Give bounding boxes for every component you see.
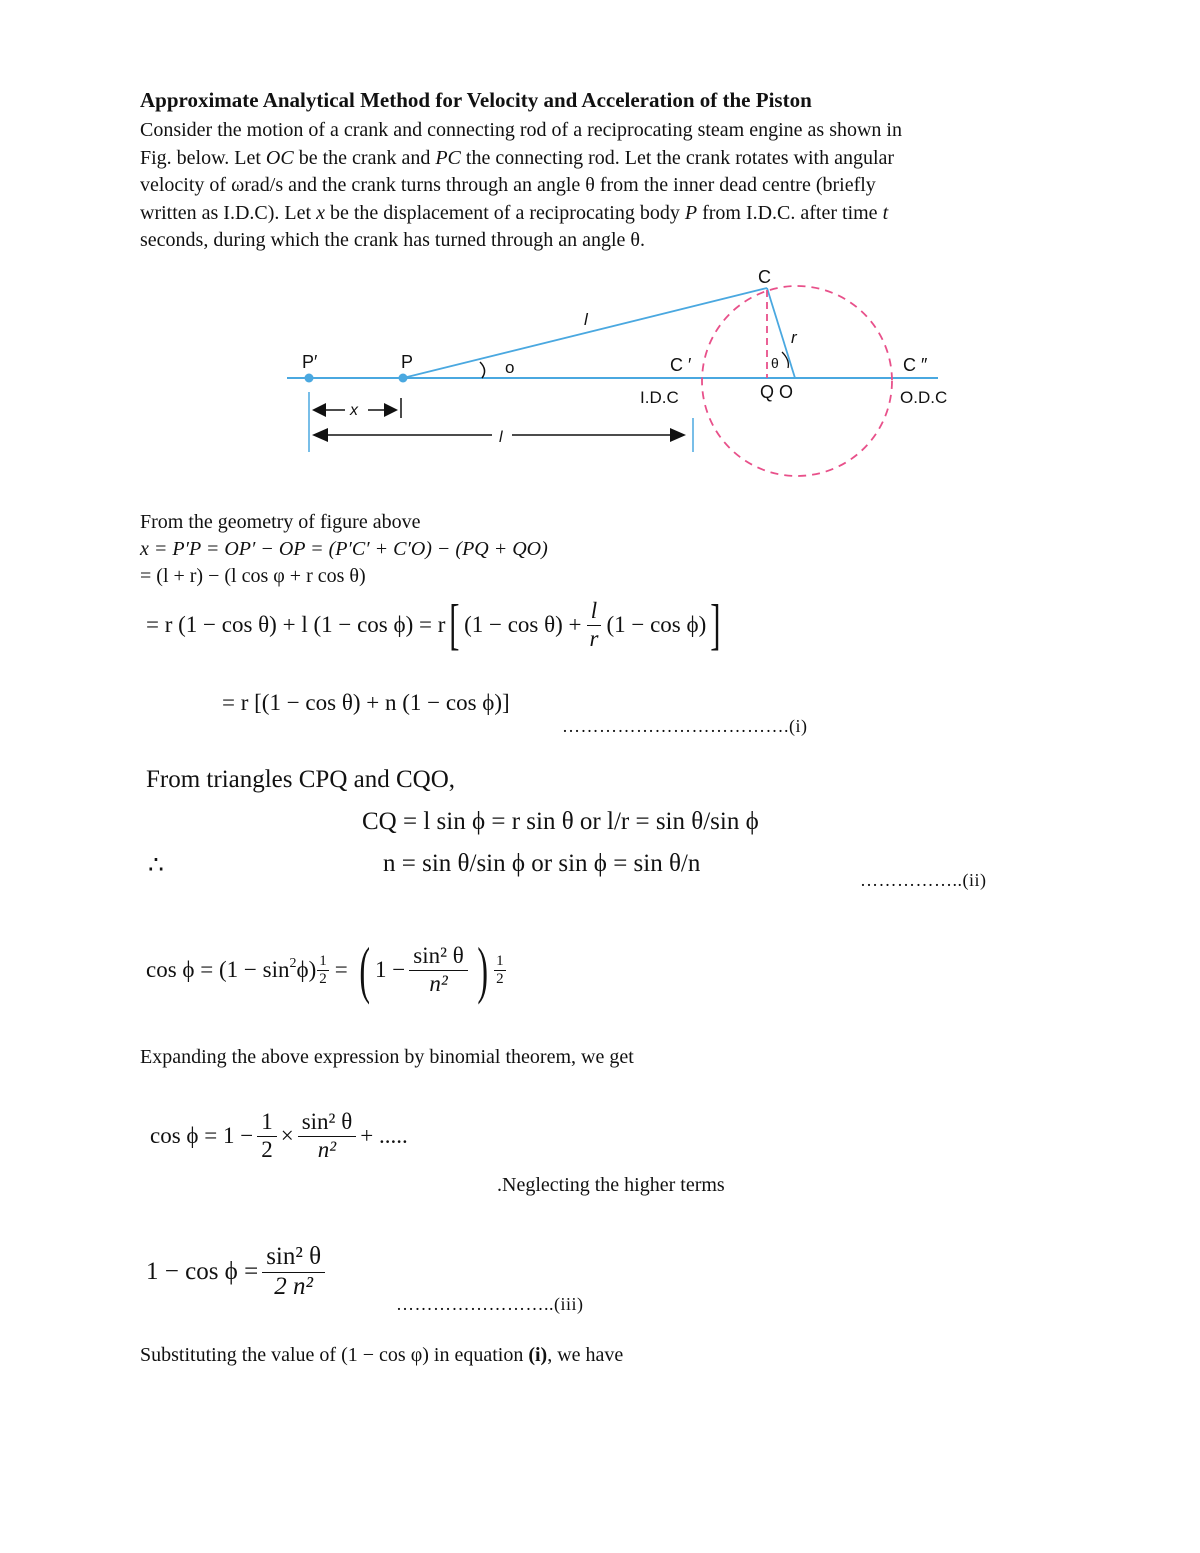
label-c-double-prime: C ″	[903, 355, 928, 375]
label-c-prime: C ′	[670, 355, 692, 375]
label-p-prime: P′	[302, 352, 318, 372]
right-bracket: ]	[710, 594, 721, 656]
phi-arc	[480, 362, 485, 378]
equation-x: x = P′P = OP′ − OP = (P′C′ + C′O) − (PQ + QO)	[140, 538, 548, 560]
sin2-over-n2-fraction: $\frac{\text{sin² θ}}{\text{n²}}$	[409, 943, 468, 997]
equation-tag-i: ……………………………….(i)	[562, 716, 808, 736]
label-odc: O.D.C	[900, 388, 948, 407]
neglecting-text: .Neglecting the higher terms	[497, 1174, 725, 1196]
equation-binomial: cos ϕ = 1 − $\frac{1}{2}$ × $\frac{\text{sin² θ}}{\text{n²}}$ + .....	[150, 1109, 408, 1162]
label-theta: θ	[771, 355, 779, 371]
l-dim-arrow-left	[312, 428, 328, 442]
p-prime-dot	[305, 374, 314, 383]
label-r: r	[791, 328, 797, 347]
equation-cos-phi: cos ϕ = (1 − sin $^2$ ϕ) $\frac{1}{2}$ = ( 1 − $\frac{\text{sin² θ}}{\text{n²}}$ ) $\frac{1}{2}$	[146, 934, 504, 1005]
from-triangles-text: From triangles CPQ and CQO,	[146, 766, 456, 793]
equation-cq: CQ = l sin ϕ = r sin θ or l/r = sin θ/sin ϕ	[362, 808, 759, 835]
x-dim-arrow-right	[384, 403, 398, 417]
label-l-rod: l	[584, 310, 588, 329]
label-q-o: Q O	[760, 382, 794, 402]
equation-one-minus-cos: 1 − cos ϕ = $\frac{\text{sin² θ}}{\text{2 n²}}$	[146, 1232, 329, 1312]
section-title: Approximate Analytical Method for Velocity and Acceleration of the Piston	[140, 88, 812, 112]
half-exponent-1: $\frac{1}{2}$	[319, 953, 327, 987]
intro-line-1: Consider the motion of a crank and connecting rod of a reciprocating steam engine as shown in	[140, 119, 902, 141]
l-dim-arrow-right	[670, 428, 686, 442]
intro-line-2: Fig. below. Let OC be the crank and PC the connecting rod. Let the crank rotates with angular	[140, 146, 895, 169]
substituting-text: Substituting the value of (1 − cos φ) in equation (i), we have	[140, 1344, 624, 1366]
label-phi: ο	[505, 358, 515, 377]
equation-n-sin: n = sin θ/sin ϕ or sin ϕ = sin θ/n	[383, 850, 701, 877]
label-p: P	[401, 352, 414, 372]
equation-tag-iii: ……………………..(iii)	[396, 1294, 584, 1314]
therefore-symbol: ∴	[148, 852, 164, 879]
half-exponent-2: $\frac{1}{2}$	[496, 953, 504, 987]
equation-tag-ii: ……………..(ii)	[860, 870, 987, 890]
expanding-text: Expanding the above expression by binomial theorem, we get	[140, 1046, 634, 1068]
from-geometry-text: From the geometry of figure above	[140, 511, 421, 533]
connecting-rod	[403, 288, 767, 378]
equation-n-form: = r [(1 − cos θ) + n (1 − cos ϕ)]	[222, 690, 510, 715]
intro-line-5: seconds, during which the crank has turned through an angle θ.	[140, 229, 645, 251]
p-dot	[399, 374, 408, 383]
intro-line-4: written as I.D.C). Let x be the displacement of a reciprocating body P from I.D.C. after time t	[140, 201, 889, 224]
equation-l-plus-r: = (l + r) − (l cos φ + r cos θ)	[140, 565, 366, 587]
crank-circle	[702, 286, 892, 476]
intro-line-3: velocity of ωrad/s and the crank turns through an angle θ from the inner dead centre (briefly	[140, 174, 876, 196]
label-idc: I.D.C	[640, 388, 679, 407]
l-over-r-fraction: $\frac{l}{r}$	[586, 598, 603, 652]
left-bracket: [	[449, 594, 460, 656]
equation-r-l-expansion: = r (1 − cos θ) + l (1 − cos ϕ) = r [ (1 − cos θ) + $\frac{l}{r}$ (1 − cos ϕ) ]	[146, 594, 721, 656]
label-c: C	[758, 267, 771, 287]
label-x-dim: x	[350, 402, 358, 419]
label-l-dim: l	[499, 429, 503, 446]
x-dim-arrow-left	[312, 403, 326, 417]
crank-diagram	[0, 0, 1200, 500]
